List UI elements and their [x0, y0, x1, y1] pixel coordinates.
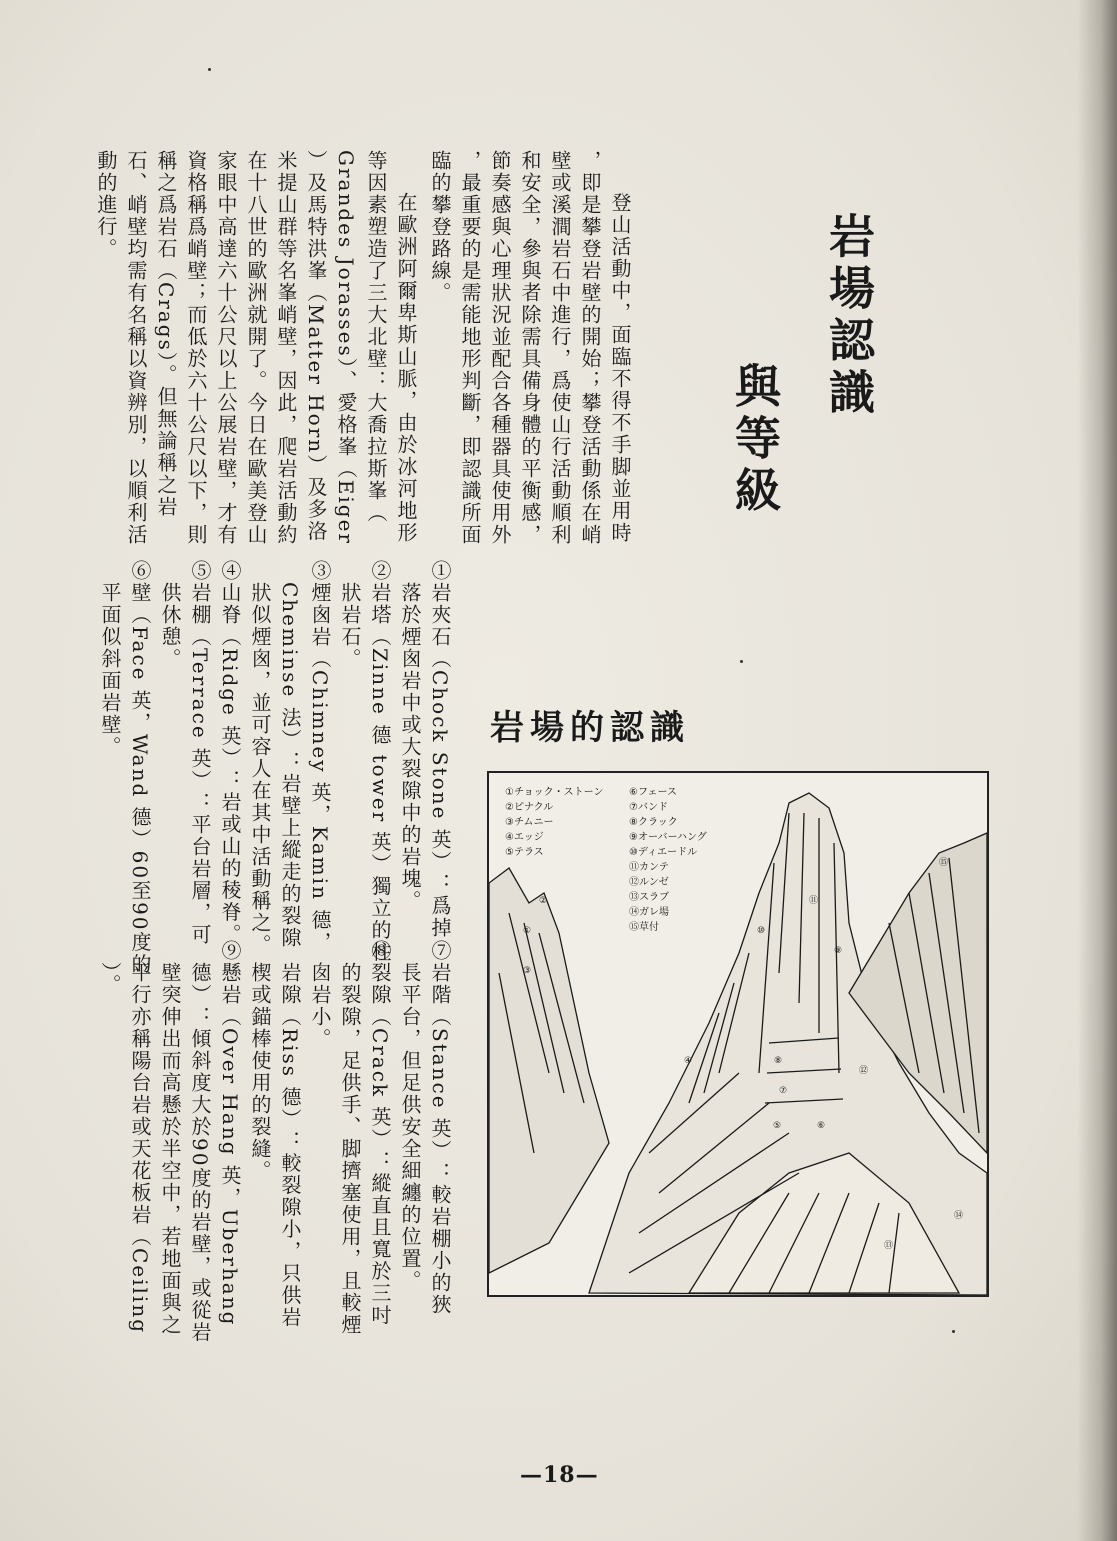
definition-line: ）。: [98, 940, 122, 996]
text-column: ，即是攀登岩壁的開始；攀登活動係在峭: [578, 150, 602, 546]
scan-speck: [740, 660, 743, 663]
marker: ⑮: [939, 858, 949, 868]
marker: ⑫: [859, 1066, 869, 1076]
marker: ⑥: [817, 1121, 826, 1131]
definition-line: ④山脊（Ridge 英）：岩或山的稜脊。: [218, 560, 242, 946]
definition-line: 落於煙囪岩中或大裂隙中的岩塊。: [398, 560, 422, 912]
marker: ⑭: [954, 1211, 964, 1221]
legend-item: ⑥フェース: [629, 787, 677, 798]
page-number: —18—: [520, 1462, 599, 1488]
marker: ⑤: [773, 1121, 782, 1131]
definition-line: 長平台，但足供安全細纏的位置。: [398, 940, 422, 1292]
text-column: 在歐洲阿爾卑斯山脈，由於冰河地形: [394, 170, 418, 544]
legend-item: ⑭ガレ場: [629, 907, 669, 918]
definition-line: 囱岩小。: [308, 940, 332, 1050]
marker: ⑪: [809, 896, 819, 906]
page-title-line1: 岩場認識: [822, 212, 876, 420]
text-column: 米提山群等名峯峭壁，因此，爬岩活動約: [274, 150, 298, 546]
definition-line: ②岩塔（Zinne 德 tower 英）獨立的柱: [368, 560, 392, 964]
page-edge-shadow: [1077, 0, 1117, 1541]
legend-item: ①チョック・ストーン: [505, 787, 604, 798]
scan-speck: [952, 1330, 955, 1333]
definition-line: 狀似煙囪，並可容人在其中活動稱之。: [248, 560, 272, 956]
definition-line: ③煙囪岩（Chimney 英，Kamin 德，: [308, 560, 332, 954]
text-column: 動的進行。: [94, 150, 118, 260]
definition-line: 壁突伸出而高懸於半空中，若地面與之: [158, 940, 182, 1336]
page-title-line2: 與等級: [728, 362, 782, 518]
legend-item: ③チムニー: [505, 817, 554, 828]
legend-item: ④エッジ: [505, 832, 544, 843]
text-column: 資格稱爲峭壁；而低於六十公尺以下，則: [184, 150, 208, 546]
definition-line: 供休憩。: [158, 560, 182, 670]
legend-item: ⑫ルンゼ: [629, 877, 669, 888]
text-column: 等因素塑造了三大北壁：大喬拉斯峯（: [364, 150, 388, 524]
marker: ⑧: [774, 1056, 783, 1066]
text-column: 節奏感與心理狀況並配合各種器具使用外: [488, 150, 512, 546]
scan-speck: [208, 68, 211, 71]
definition-line: 平行亦稱陽台岩或天花板岩（Ceiling: [128, 940, 152, 1335]
definition-line: Cheminse 法）：岩壁上縱走的裂隙: [278, 560, 302, 949]
rock-drawing: [489, 773, 987, 1295]
rock-face-illustration: [487, 771, 989, 1297]
text-column: 石、峭壁均需有名稱以資辨別，以順利活: [124, 150, 148, 546]
definition-line: ⑧裂隙（Crack 英）：縱直且寬於三吋: [368, 940, 392, 1327]
text-column: 稱之爲岩石（Crags）。但無論稱之岩: [154, 150, 178, 518]
legend-item: ⑨オーバーハング: [629, 832, 707, 843]
legend-item: ⑧クラック: [629, 817, 678, 828]
text-column: 登山活動中，面臨不得不手脚並用時: [608, 170, 632, 544]
text-column: ）及馬特洪峯（Matter Horn）及多洛: [304, 150, 328, 543]
definition-line: ⑨懸岩（Over Hang 英，Uberhang: [218, 940, 242, 1327]
legend-item: ②ピナクル: [505, 802, 554, 813]
legend-item: ⑬スラブ: [629, 892, 669, 903]
legend-item: ⑩ディエードル: [629, 847, 698, 858]
text-column: ，最重要的是需能地形判斷，即認識所面: [458, 150, 482, 546]
marker: ⑬: [884, 1241, 894, 1251]
definition-line: 岩隙（Riss 德）：較裂隙小，只供岩: [278, 940, 302, 1329]
text-column: 在十八世的歐洲就開了。今日在歐美登山: [244, 150, 268, 546]
definition-line: ⑤岩棚（Terrace 英）：平台岩層，可: [188, 560, 212, 947]
definition-line: 狀岩石。: [338, 560, 362, 670]
definition-line: 的裂隙，足供手、脚擠塞使用，且較煙: [338, 940, 362, 1336]
figure-title: 岩場的認識: [490, 708, 690, 748]
definition-line: 楔或錨棒使用的裂縫。: [248, 940, 272, 1182]
marker: ①: [523, 926, 532, 936]
marker: ③: [523, 966, 532, 976]
text-column: 家眼中高達六十公尺以上公展岩壁，才有: [214, 150, 238, 546]
text-column: 壁或溪澗岩石中進行，爲使山行活動順利: [548, 150, 572, 546]
text-column: 臨的攀登路線。: [428, 150, 452, 304]
marker: ⑦: [779, 1086, 788, 1096]
definition-line: 平面似斜面岩壁。: [98, 560, 122, 758]
legend-item: ⑪カンテ: [629, 862, 669, 873]
definition-line: ⑦岩階（Stance 英）：較岩棚小的狹: [428, 940, 452, 1316]
definition-line: ①岩夾石（Chock Stone 英）：爲掉: [428, 560, 452, 939]
legend-item: ⑤テラス: [505, 847, 544, 858]
marker: ⑨: [834, 946, 843, 956]
definition-line: 德）：傾斜度大於90度的岩壁，或從岩: [188, 940, 212, 1344]
legend-item: ⑦バンド: [629, 802, 668, 813]
definition-line: ⑥壁（Face 英，Wand 德）60至90度的: [128, 560, 152, 976]
marker: ⑩: [757, 926, 766, 936]
text-column: 和安全，參與者除需具備身體的平衡感，: [518, 150, 542, 546]
marker: ④: [684, 1056, 693, 1066]
text-column: Grandes Jorasses）、愛格峯（Eiger: [334, 150, 358, 545]
marker: ②: [539, 896, 548, 906]
legend-item: ⑮草付: [629, 922, 659, 933]
